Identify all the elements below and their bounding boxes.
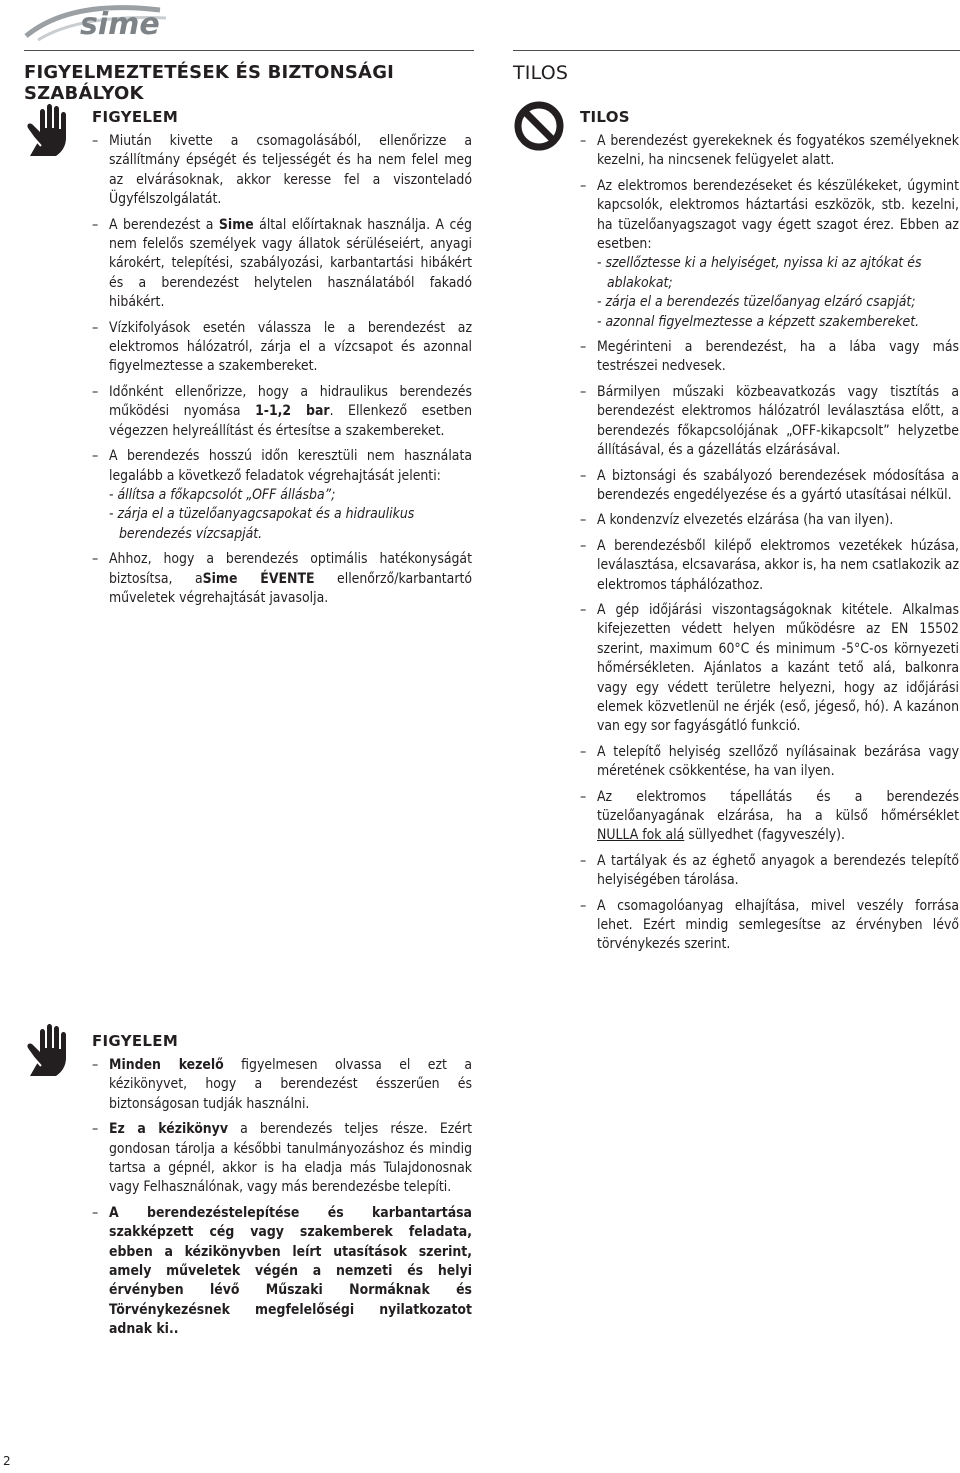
list-item: – Vízkifolyások esetén válassza le a berendezést az elektromos hálózatról, zárja el a vízcsapot és azonnal figyelmeztesse a szakembereket. — [92, 319, 472, 377]
sime-logo-mark — [20, 0, 170, 42]
hand-stop-icon — [22, 102, 78, 158]
list-item: – A tartályak és az éghető anyagok a berendezés telepítő helyiségében tárolása. — [580, 852, 959, 891]
list-item: – Minden kezelő figyelmesen olvassa el ezt a kézikönyvet, hogy a berendezést ésszerűen és biztonságosan tudják használni. — [92, 1056, 472, 1114]
safety-rules-heading: FIGYELMEZTETÉSEK ÉS BIZTONSÁGI SZABÁLYOK — [24, 50, 474, 96]
warning-list — [92, 1056, 472, 1340]
list-item: – Ez a kézikönyv a berendezés teljes része. Ezért gondosan tárolja a későbbi tanulmányozáshoz és mindig tartsa a gépnél, akkor is ha eladja más Tulajdonosnak vagy Felhasználónak, vagy más berendezésbe telepíti. — [92, 1120, 472, 1198]
list-item: – A biztonsági és szabályozó berendezések módosítása a berendezés engedélyezése és a gyártó utasításai nélkül. — [580, 467, 959, 506]
list-item: – A gép időjárási viszontagságoknak kitétele. Alkalmas kifejezetten védett helyen működésre az EN 15502 szerint, maximum 60°C és minimum -5°C-os környezeti hőmérsékleten. Ajánlatos a kazánt tető alá, balkonra vagy egy védett területre helyezni, hogy az időjárási elemek közvetlenül ne érjék (eső, jégeső, hó). A kazánon van egy sor fagyásgátló funkció. — [580, 601, 959, 737]
list-item: – Az elektromos tápellátás és a berendezés tüzelőanyagának elzárása, ha a külső hőmérséklet NULLA fok alá süllyedhet (fagyveszély). — [580, 788, 959, 846]
prohibited-title: TILOS — [580, 108, 630, 126]
list-item: – A berendezésből kilépő elektromos vezetékek húzása, leválasztása, elcsavarása, akkor is, ha nem csatlakozik az elektromos táphálózathoz. — [580, 537, 959, 595]
hand-stop-icon — [22, 1022, 78, 1078]
list-item: – A csomagolóanyag elhajítása, mivel veszély forrása lehet. Ezért mindig semlegesítse az érvényben lévő törvénykezés szerint. — [580, 897, 959, 955]
list-item: – A telepítő helyiség szellőző nyílásainak bezárása vagy méretének csökkentése, ha van ilyen. — [580, 743, 959, 782]
warning-title: FIGYELEM — [92, 108, 179, 126]
prohibited-block — [580, 108, 959, 961]
list-item: – A kondenzvíz elvezetés elzárása (ha van ilyen). — [580, 511, 959, 530]
list-item: – A berendezést a Sime által előírtaknak használja. A cég nem felelős személyek vagy állatok sérüléseiért, anyagi károkért, telepítési, szabályozási, karbantartási hibákért és a berendezést helytelen használatából fakadó hibákért. — [92, 216, 472, 313]
list-item: – Ahhoz, hogy a berendezés optimális hatékonyságát biztosítsa, aSime ÉVENTE ellenőrző/karbantartó műveletek végrehajtását javasolja. — [92, 550, 472, 608]
prohibited-icon — [513, 100, 565, 152]
prohibited-heading: TILOS — [513, 50, 960, 96]
page-number: 2 — [3, 1454, 11, 1468]
list-item: – A berendezés hosszú időn keresztüli nem használata legalább a következő feladatok végrehajtását jelenti: - állítsa a főkapcsolót „OFF állásba”; - zárja el a tüzelőanyagcsapokat és a hidraulikus berendezés vízcsapját. — [92, 447, 472, 544]
list-item: – A berendezést gyerekeknek és fogyatékos személyeknek kezelni, ha nincsenek felügyelet alatt. — [580, 132, 959, 171]
prohibited-list — [580, 132, 959, 955]
sime-logo-text: sime — [80, 7, 160, 42]
warning-list — [92, 132, 472, 608]
warning-title: FIGYELEM — [92, 1032, 179, 1050]
warning-block-1 — [92, 108, 472, 614]
list-item: – Bármilyen műszaki közbeavatkozás vagy tisztítás a berendezést elektromos hálózatról leválasztása előtt, a berendezés főkapcsolójának „OFF-kikapcsolt” helyzetbe állításával, és a gázellátás elzárásával. — [580, 383, 959, 461]
list-item: – Időnként ellenőrizze, hogy a hidraulikus berendezés működési nyomása 1-1,2 bar. Ellenkező esetben végezzen helyreállítást és értesítse a szakembereket. — [92, 383, 472, 441]
list-item: – A berendezéstelepítése és karbantartása szakképzett cég vagy szakemberek feladata, ebben a kézikönyvben leírt utasítások szerint, amely műveletek végén a nemzeti és helyi érvényben lévő Műszaki Normáknak és Törvénykezésnek megfelelőségi nyilatkozatot adnak ki.. — [92, 1204, 472, 1340]
list-item: – Megérinteni a berendezést, ha a lába vagy más testrészei nedvesek. — [580, 338, 959, 377]
sime-logo — [20, 0, 170, 42]
list-item: – Az elektromos berendezéseket és készülékeket, úgymint kapcsolók, elektromos háztartási eszközök, stb. kezelni, ha tüzelőanyagszagot vagy égett szagot érez. Ebben az esetben: - szellőztesse ki a helyiséget, nyissa ki az ajtókat és ablakokat; - zárja el a berendezés tüzelőanyag elzáró csapját; - azonnal figyelmeztesse a képzett szakembereket. — [580, 177, 959, 332]
warning-block-2 — [92, 1032, 472, 1346]
list-item: – Miután kivette a csomagolásából, ellenőrizze a szállítmány épségét és teljességét és ha nem felel meg az elvárásoknak, akkor keresse fel a viszonteladó Ügyfélszolgálatát. — [92, 132, 472, 210]
